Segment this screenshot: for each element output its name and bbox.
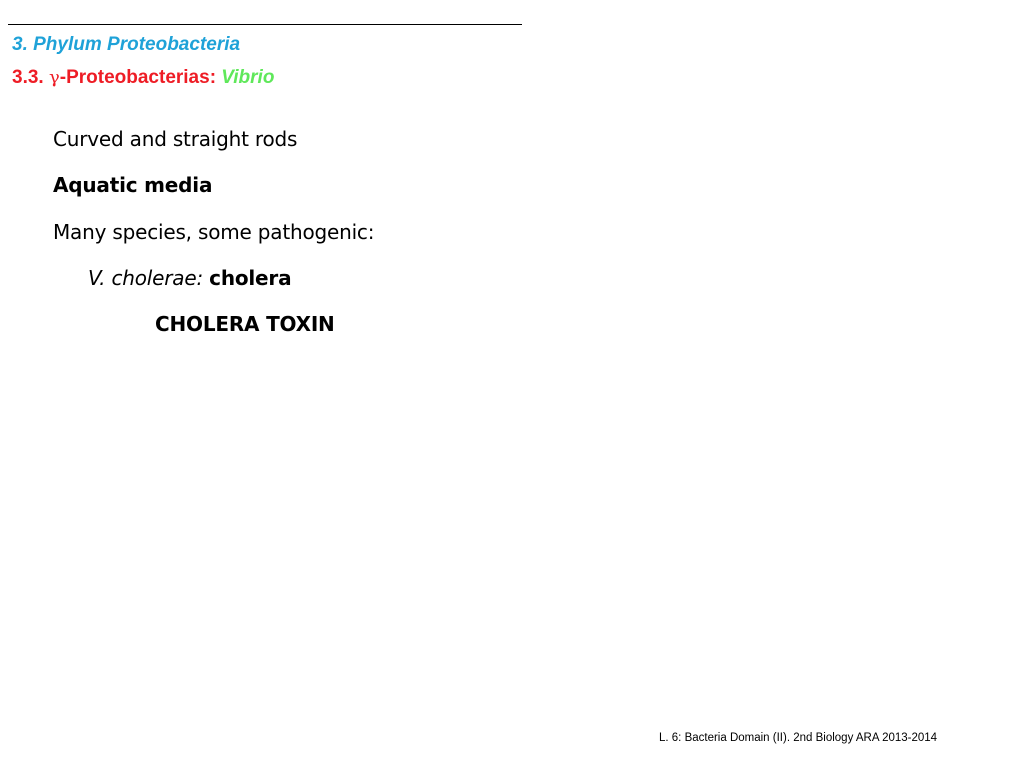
- point-habitat: Aquatic media: [53, 173, 213, 197]
- point-toxin: CHOLERA TOXIN: [155, 312, 335, 336]
- point-pathogen: [88, 266, 291, 290]
- gamma-symbol: γ: [48, 67, 60, 88]
- subtitle-text: -Proteobacterias:: [59, 67, 222, 88]
- genus-name: Vibrio: [221, 67, 275, 88]
- slide-subtitle: [12, 67, 274, 89]
- slide-title: 3. Phylum Proteobacteria: [12, 34, 241, 55]
- slide-footer: L. 6: Bacteria Domain (II). 2nd Biology ARA 2013-2014: [659, 732, 938, 744]
- species-name: V. cholerae:: [88, 266, 203, 290]
- disease-name: cholera: [209, 266, 292, 290]
- point-shape: Curved and straight rods: [53, 127, 298, 151]
- top-divider: [8, 24, 522, 25]
- subtitle-prefix: 3.3.: [12, 67, 49, 88]
- point-species: Many species, some pathogenic:: [53, 220, 375, 244]
